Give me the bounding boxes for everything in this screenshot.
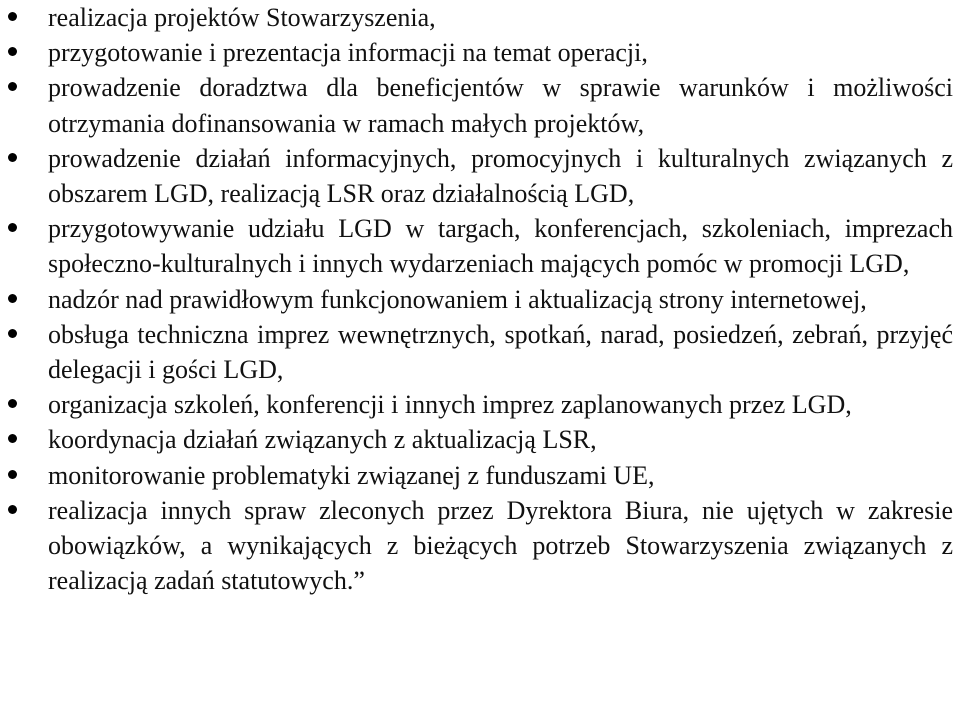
- bullet-item: [0, 317, 959, 387]
- bullet-text: realizacja innych spraw zleconych przez Dyrektora Biura, nie ujętych w zakresie obowiązków, a wynikających z bieżących potrzeb Stowarzyszenia związanych z realizacją zadań statutowych.”: [48, 495, 953, 596]
- bullet-text: nadzór nad prawidłowym funkcjonowaniem i aktualizacją strony internetowej,: [48, 284, 867, 314]
- bullet-text: koordynacja działań związanych z aktualizacją LSR,: [48, 425, 597, 455]
- bullet-item: [0, 211, 959, 281]
- bullet-dot-icon: [8, 153, 17, 162]
- bullet-item: [0, 141, 959, 211]
- bullet-dot-icon: [8, 329, 17, 338]
- bullet-item: [0, 70, 959, 140]
- bullet-dot-icon: [8, 12, 17, 21]
- bullet-item: [0, 0, 959, 35]
- bullet-dot-icon: [8, 434, 17, 443]
- bullet-item: [0, 458, 959, 493]
- bullet-text: obsługa techniczna imprez wewnętrznych, spotkań, narad, posiedzeń, zebrań, przyjęć delegacji i gości LGD,: [48, 319, 953, 385]
- bullet-dot-icon: [8, 47, 17, 56]
- bullet-text: monitorowanie problematyki związanej z funduszami UE,: [48, 460, 655, 490]
- bullet-text: przygotowywanie udziału LGD w targach, konferencjach, szkoleniach, imprezach społeczno-kulturalnych i innych wydarzeniach mających pomóc w promocji LGD,: [48, 214, 953, 279]
- bullet-text: organizacja szkoleń, konferencji i innych imprez zaplanowanych przez LGD,: [48, 390, 852, 420]
- bullet-dot-icon: [8, 223, 17, 232]
- bullet-dot-icon: [8, 82, 17, 91]
- bullet-item: [0, 422, 959, 457]
- bullet-text: przygotowanie i prezentacja informacji na temat operacji,: [48, 38, 648, 68]
- bullet-dot-icon: [8, 505, 17, 514]
- bullet-dot-icon: [8, 294, 17, 303]
- bullet-dot-icon: [8, 470, 17, 479]
- bullet-text: prowadzenie działań informacyjnych, promocyjnych i kulturalnych związanych z obszarem LGD, realizacją LSR oraz działalnością LGD,: [48, 143, 953, 209]
- bullet-item: [0, 282, 959, 317]
- bullet-item: [0, 387, 959, 422]
- bullet-text: realizacja projektów Stowarzyszenia,: [48, 3, 436, 32]
- bullet-item: [0, 35, 959, 70]
- bullet-item: [0, 493, 959, 599]
- bullet-dot-icon: [8, 399, 17, 408]
- bullet-text: prowadzenie doradztwa dla beneficjentów w sprawie warunków i możliwości otrzymania dofinansowania w ramach małych projektów,: [48, 73, 953, 138]
